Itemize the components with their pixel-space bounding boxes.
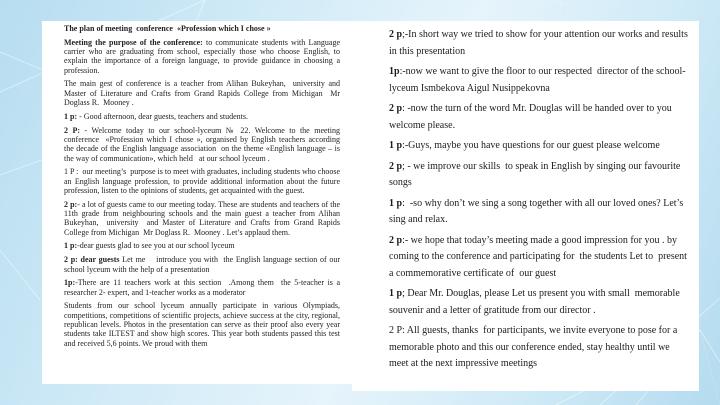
speaker-label: 1p: [389, 66, 400, 77]
paragraph-text: :- we hope that today’s meeting made a good impression for you . by coming to the conference and participating for the students Let to present a commemorative certificate of our guest: [389, 234, 690, 279]
paragraph-text: ; - we improve our skills to speak in English by singing our favourite songs: [389, 160, 683, 188]
paragraph: [64, 79, 340, 107]
paragraph: [389, 159, 690, 192]
paragraph-text: :-Guys, maybe you have questions for our guest please welcome: [402, 140, 660, 151]
paragraph: [389, 286, 690, 319]
paragraph-text: -There are 11 teachers work at this section .Among them the 5-teacher is a researcher 2- expert, and 1-teacher works as a moderator: [64, 278, 342, 297]
speaker-label: 2 p: [389, 103, 403, 114]
paragraph-text: 2 P: All guests, thanks for participants, we invite everyone to pose for a memorable photo and this our conference ended, stay healthy until we meet at the next impressive meetings: [389, 325, 680, 369]
paragraph: [389, 323, 690, 373]
speaker-label: 1 p:: [64, 241, 78, 251]
speaker-label: 1p:: [64, 278, 76, 288]
paragraph: [64, 200, 340, 237]
speaker-label: 1 p: [389, 288, 403, 299]
speaker-label: 2 p:: [64, 199, 78, 209]
paragraph: [64, 278, 340, 297]
right-column: [389, 27, 690, 377]
paragraph-text: ; Dear Mr. Douglas, please Let us present you with small memorable souvenir and a letter of gratitude from our director .: [389, 288, 683, 316]
speaker-label: The plan of meeting conference «Profession which I chose »: [64, 24, 271, 33]
paragraph: [389, 233, 690, 283]
paragraph-text: Students from our school lyceum annually participate in various Olympiads, competitions, competitions of scientific projects, achieve success at the city, regional, republican levels. Photos in the presentation can serve as their proof also every year students take ILTEST and show high scores. This year both students passed this test and received 5,6 points. We proud with them: [64, 301, 344, 348]
paragraph: [64, 38, 340, 75]
paragraph-text: - Welcome today to our school-lyceum № 22. Welcome to the meeting conference «Profession which I chose », organised by English teachers according the decade of the English language association on the theme «English language – is the way of communication», which held at our school lyceum .: [64, 125, 346, 163]
speaker-label: 1 p:: [64, 111, 78, 121]
paragraph: [64, 241, 340, 250]
paragraph: [64, 125, 346, 163]
paragraph: [64, 255, 340, 274]
paragraph: [64, 112, 340, 121]
speaker-label: 2 p: [389, 160, 403, 172]
paragraph-text: Let me introduce you with the English language section of our school lyceum with the help of a presentation: [64, 255, 342, 274]
speaker-label: 2 p: [389, 29, 403, 40]
speaker-label: Meeting the purpose of the conference:: [64, 37, 203, 47]
paragraph: [389, 27, 690, 60]
paragraph: [389, 196, 690, 229]
paragraph: [389, 64, 690, 97]
paragraph: [389, 101, 690, 134]
paragraph-text: ;-In short way we tried to show for your attention our works and results in this presentation: [389, 29, 691, 57]
paragraph-text: 1 P : our meeting’s purpose is to meet with graduates, including students who choose an English language profession, to provide additional information about the future profession, listen to the opinions of students, get acquainted with the guest.: [64, 167, 342, 195]
paragraph-text: -dear guests glad to see you at our school lyceum: [77, 241, 235, 251]
paragraph-text: : -so why don’t we sing a song together with all our loved ones? Let’s sing and relax.: [389, 197, 686, 225]
left-column: [64, 24, 346, 352]
paragraph: [64, 301, 344, 348]
paragraph: [389, 138, 690, 155]
speaker-label: 1 p: [389, 140, 403, 151]
speaker-label: 2 p: [389, 234, 403, 246]
paragraph-text: : -now the turn of the word Mr. Douglas will be handed over to you welcome please.: [389, 103, 675, 131]
paragraph-text: The main gest of conference is a teacher from Alihan Bukeyhan, university and Master of Literature and Crafts from Grand Rapids College from Michigan Mr Doglass R. Mooney .: [64, 79, 342, 108]
speaker-label: 2 P:: [64, 125, 81, 135]
paragraph: [64, 24, 340, 33]
speaker-label: 2 p: dear guests: [64, 255, 120, 265]
paragraph-text: - a lot of guests came to our meeting today. These are students and teachers of the 11th grade from neighbouring schools and the main guest a teacher from Alihan Bukeyhan, university and Master of Literature and Crafts from Grand Rapids College from Michigan Mr Doglass R. Mooney . Let’s applaud them.: [64, 199, 342, 237]
paragraph: [64, 167, 340, 195]
paragraph-text: to communicate students with Language carrier who are graduating from school, especially those who choose English, to explain the importance of a foreign language, to provide guidance in choosing a profession.: [64, 37, 342, 75]
speaker-label: 1 p: [389, 197, 403, 209]
paragraph-text: - Good afternoon, dear guests, teachers and students.: [77, 111, 248, 121]
paragraph-text: :-now we want to give the floor to our respected director of the school-lyceum Ismbekova Aigul Nusippekovna: [389, 66, 686, 94]
